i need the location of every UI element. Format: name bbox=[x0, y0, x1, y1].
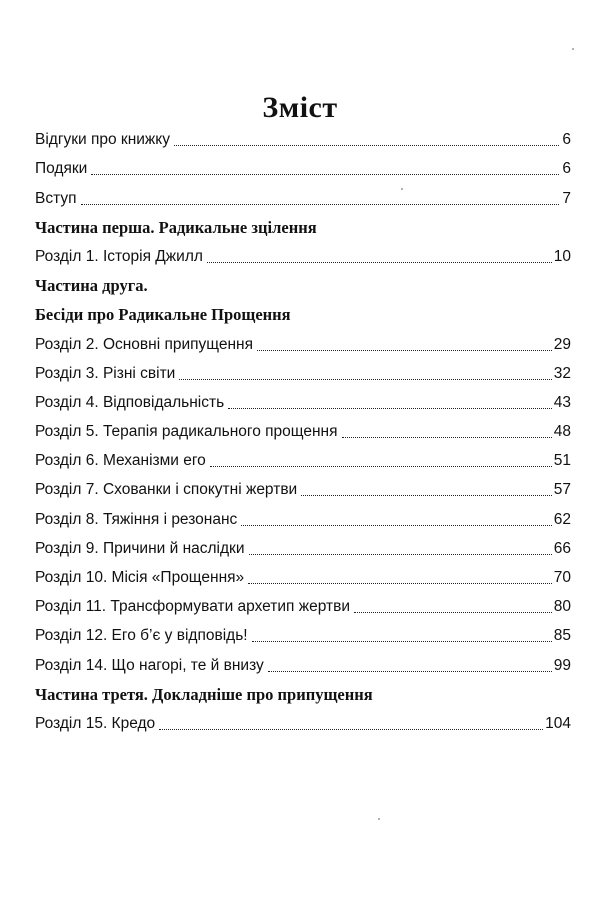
toc-entry bbox=[35, 442, 571, 471]
toc-entry-title: Розділ 2. Основні припущення bbox=[35, 335, 253, 353]
toc-page-number: 66 bbox=[553, 539, 571, 557]
toc-page-number: 99 bbox=[553, 656, 571, 674]
toc-page-number: 62 bbox=[553, 510, 571, 528]
toc-page-number: 51 bbox=[553, 452, 571, 470]
toc-section-heading bbox=[35, 209, 571, 238]
dot-leader bbox=[159, 728, 543, 730]
dot-leader bbox=[257, 349, 552, 351]
toc-entry-title: Розділ 14. Що нагорі, те й внизу bbox=[35, 656, 264, 674]
toc-heading-text: Частина друга. bbox=[35, 276, 148, 296]
page-title: Зміст bbox=[262, 91, 338, 125]
toc-entry bbox=[35, 238, 571, 267]
table-of-contents bbox=[35, 121, 571, 734]
dot-leader bbox=[91, 173, 559, 175]
toc-page-number: 6 bbox=[562, 160, 571, 178]
toc-entry-title: Розділ 7. Схованки і спокутні жертви bbox=[35, 481, 298, 499]
toc-entry-title: Розділ 8. Тяжіння і резонанс bbox=[35, 510, 238, 528]
dot-leader bbox=[174, 144, 559, 146]
toc-entry-title: Розділ 3. Різні світи bbox=[35, 364, 176, 382]
toc-entry bbox=[35, 617, 571, 646]
toc-heading-text: Бесіди про Радикальне Прощення bbox=[35, 305, 291, 325]
toc-entry bbox=[35, 384, 571, 413]
dot-leader bbox=[301, 494, 552, 496]
dot-leader bbox=[241, 524, 551, 526]
dot-leader bbox=[252, 640, 552, 642]
toc-page-number: 32 bbox=[553, 364, 571, 382]
toc-entry bbox=[35, 646, 571, 675]
toc-entry-title: Розділ 10. Місія «Прощення» bbox=[35, 569, 245, 586]
toc-entry-title: Розділ 9. Причини й наслідки bbox=[35, 539, 245, 557]
toc-page-number: 48 bbox=[553, 423, 571, 441]
toc-entry-title: Відгуки про книжку bbox=[35, 131, 170, 149]
toc-entry bbox=[35, 588, 571, 617]
toc-page-number: 70 bbox=[553, 569, 571, 586]
dot-leader bbox=[210, 465, 552, 467]
dot-leader bbox=[179, 378, 551, 380]
toc-entry bbox=[35, 705, 571, 734]
toc-page-number: 7 bbox=[562, 189, 571, 207]
toc-entry-title: Розділ 6. Механізми его bbox=[35, 452, 206, 470]
toc-page-number: 57 bbox=[553, 481, 571, 499]
toc-entry bbox=[35, 500, 571, 529]
toc-entry-title: Вступ bbox=[35, 189, 77, 207]
dot-leader bbox=[268, 670, 552, 672]
toc-entry bbox=[35, 179, 571, 208]
toc-entry-title: Розділ 15. Кредо bbox=[35, 714, 156, 732]
scan-speck bbox=[572, 48, 574, 50]
dot-leader bbox=[248, 582, 552, 584]
toc-entry bbox=[35, 559, 571, 588]
toc-entry-title: Розділ 4. Відповідальність bbox=[35, 393, 225, 411]
dot-leader bbox=[249, 553, 552, 555]
toc-page-number: 43 bbox=[553, 393, 571, 411]
toc-entry bbox=[35, 325, 571, 354]
toc-page-number: 6 bbox=[562, 131, 571, 149]
toc-entry bbox=[35, 413, 571, 442]
toc-page-number: 80 bbox=[553, 598, 571, 616]
dot-leader bbox=[81, 203, 559, 205]
dot-leader bbox=[342, 436, 552, 438]
toc-section-heading bbox=[35, 296, 571, 325]
toc-entry bbox=[35, 530, 571, 559]
toc-entry bbox=[35, 471, 571, 500]
toc-heading-text: Частина третя. Докладніше про припущення bbox=[35, 684, 373, 704]
toc-page-number: 104 bbox=[545, 714, 571, 732]
toc-entry bbox=[35, 150, 571, 179]
toc-entry-title: Розділ 5. Терапія радикального прощення bbox=[35, 423, 338, 441]
toc-section-heading bbox=[35, 676, 571, 705]
dot-leader bbox=[228, 407, 552, 409]
toc-page-number: 29 bbox=[553, 335, 571, 353]
toc-section-heading bbox=[35, 267, 571, 296]
toc-entry bbox=[35, 355, 571, 384]
toc-page-number: 10 bbox=[553, 247, 571, 265]
toc-entry bbox=[35, 121, 571, 150]
toc-entry-title: Подяки bbox=[35, 160, 88, 178]
toc-entry-title: Розділ 11. Трансформувати архетип жертви bbox=[35, 598, 351, 616]
scan-speck bbox=[401, 188, 403, 190]
toc-heading-text: Частина перша. Радикальне зцілення bbox=[35, 217, 317, 237]
toc-entry-title: Розділ 1. Історія Джилл bbox=[35, 247, 203, 265]
scan-speck bbox=[378, 818, 380, 820]
dot-leader bbox=[207, 261, 552, 263]
toc-page-number: 85 bbox=[553, 627, 571, 645]
dot-leader bbox=[354, 611, 552, 613]
toc-entry-title: Розділ 12. Его б’є у відповідь! bbox=[35, 627, 248, 645]
